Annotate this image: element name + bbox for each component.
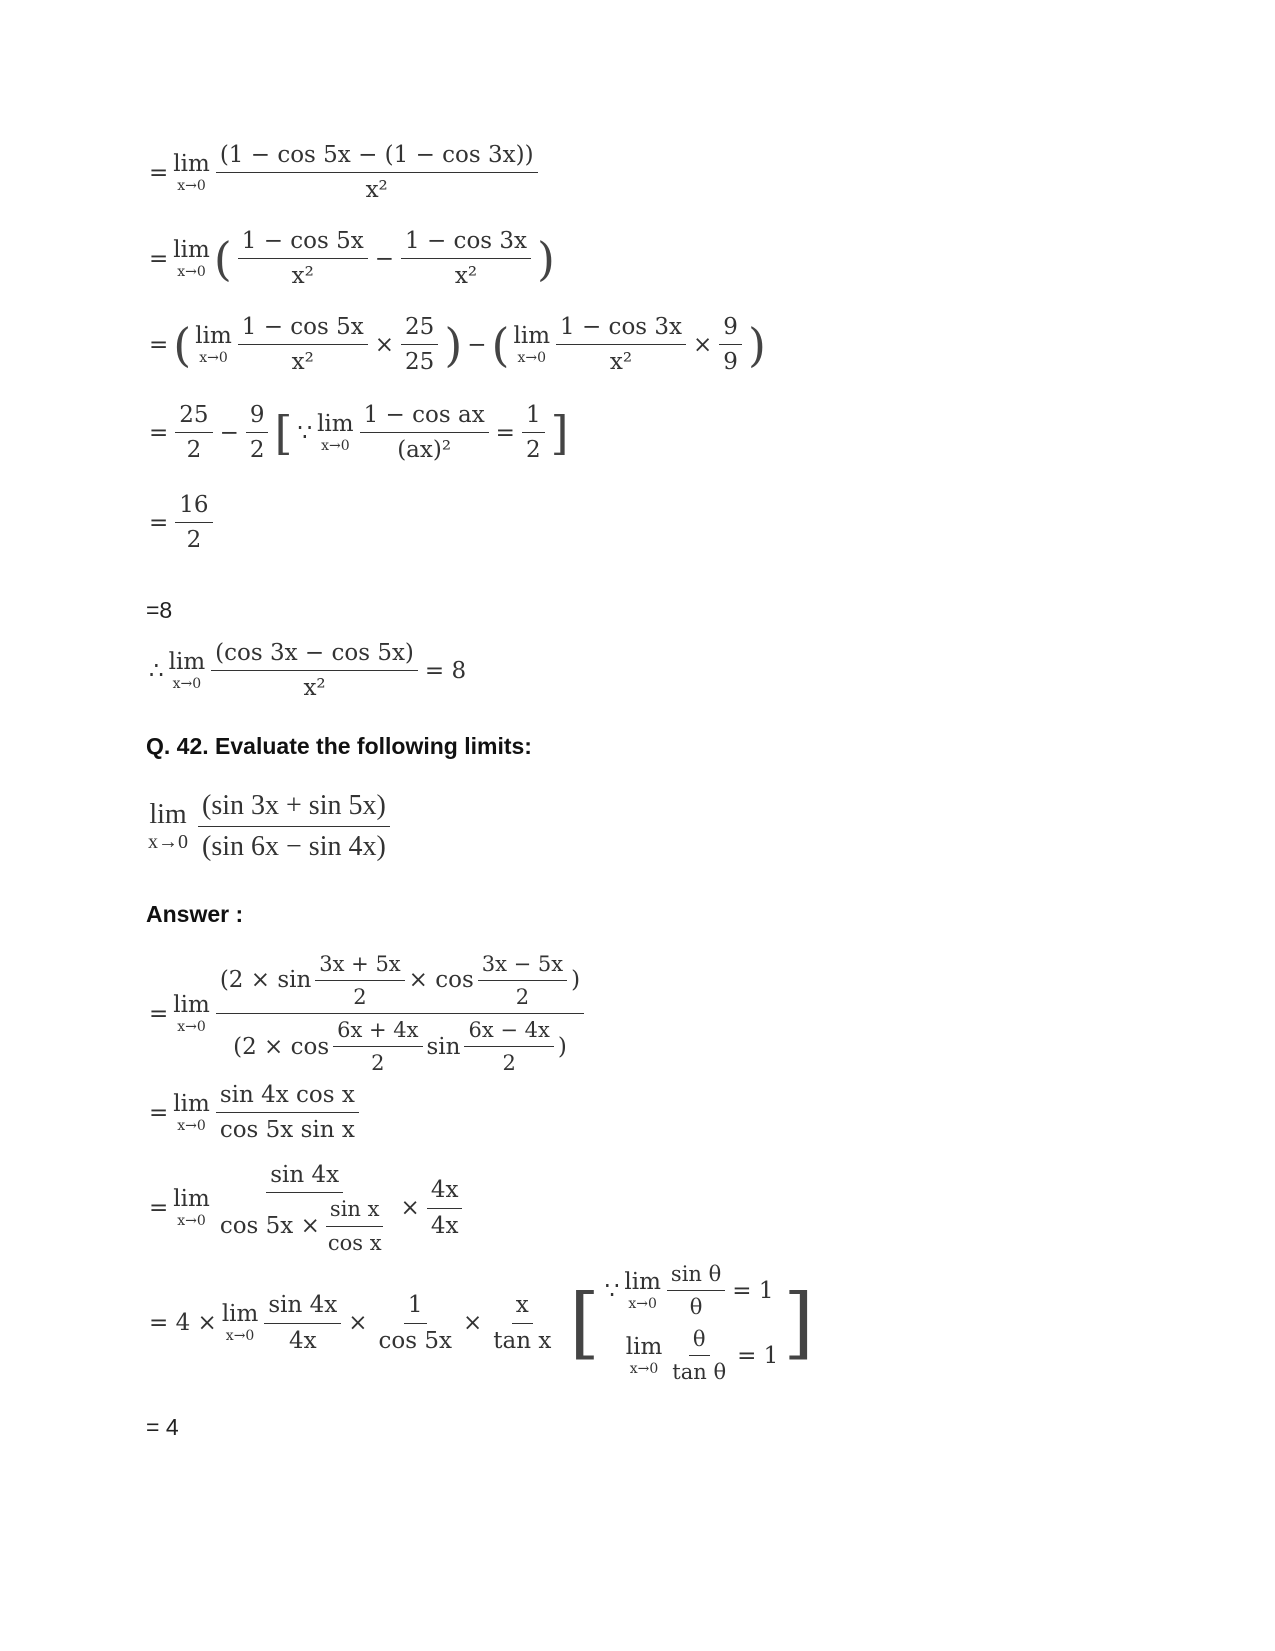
limit-operator: lim x→0 xyxy=(317,410,354,454)
fraction: $\frac{4x}{4x}$ xyxy=(427,1177,463,1239)
fraction: $\frac{\sin 4x}{4x}$ xyxy=(264,1292,341,1354)
limit-operator: lim x→0 xyxy=(195,322,232,366)
answer-label: Answer : xyxy=(146,901,244,927)
limit-operator: lim x→0 xyxy=(173,150,210,194)
step-7: ∴ lim x→0 $\frac{(\cos 3x - \cos 5x)}{\text{x²}}$ = 8 xyxy=(146,640,469,702)
fraction: sin 4x cos 5x × $\frac{\text{sin x}}{\text{cos x}}$ xyxy=(219,1162,382,1255)
limit-operator: lim x→0 xyxy=(221,1301,259,1345)
rule-box: ∵ lim x→0 $\frac{\text{sin θ}}{\theta}$ = 1 lim x→0 $\frac{\theta}{\text{tan θ}}$ = 1 xyxy=(602,1262,782,1385)
step-3: = ( lim x→0 $\frac{1 - \cos 5x}{\text{x²}}$ × $\frac{25}{25}$ ) − ( lim x→0 $\frac{1 - \cos 3x}{\text{x²}}$ × $\frac{9}{9}$ ) xyxy=(149,314,766,376)
fraction: $\frac{1 - \cos 5x}{\text{x²}}$ xyxy=(238,314,368,376)
fraction: $\frac{(\cos 3x - \cos 5x)}{\text{x²}}$ xyxy=(211,640,418,702)
limit-operator: lim x→0 xyxy=(168,648,206,692)
question-expression xyxy=(146,790,394,863)
fraction: $\frac{x}{\text{tan x}}$ xyxy=(493,1292,552,1354)
fraction: $\frac{25}{25}$ xyxy=(401,314,438,376)
answer-step-1: = lim x→0 (2 × sin $\frac{3x + 5x}{2}$ × cos $\frac{3x - 5x}{2}$ ) (2 × cos $\frac{6x + 4x}{2}$ sin $\frac{6x - 4x}{2}$ ) xyxy=(146,952,588,1076)
fraction: $\frac{25}{2}$ xyxy=(175,402,212,464)
step-1 xyxy=(146,142,542,204)
because-symbol: ∵ xyxy=(604,1277,620,1304)
fraction: $\frac{1 - \cos 3x}{\text{x²}}$ xyxy=(401,228,531,290)
fraction: $\frac{(\sin 3x + \sin 5x)}{(\sin 6x - \sin 4x)}$ xyxy=(198,790,390,863)
fraction: $\frac{9}{9}$ xyxy=(719,314,742,376)
limit-operator: lim x→0 xyxy=(173,991,210,1035)
step-4: = $\frac{25}{2}$ − $\frac{9}{2}$ [ ∵ lim x→0 $\frac{\text{1 − cos ax}}{\text{(ax)²}}$ = $\frac{1}{2}$ ] xyxy=(149,402,569,464)
answer-step-5: = 4 xyxy=(146,1414,179,1440)
fraction: $\frac{1}{\cos 5x}$ xyxy=(378,1292,452,1354)
fraction: $\frac{1 - \cos 3x}{\text{x²}}$ xyxy=(556,314,686,376)
limit-operator: lim x→0 xyxy=(148,799,188,854)
equals-sign: = xyxy=(149,159,169,186)
fraction: $\frac{9}{2}$ xyxy=(246,402,269,464)
fraction: $\frac{1 - \cos 5x}{\text{x²}}$ xyxy=(238,228,368,290)
answer-step-2: = lim x→0 $\frac{\text{sin 4x cos x}}{\text{cos 5x sin x}}$ xyxy=(146,1082,363,1144)
fraction: $\frac{\text{1 − cos ax}}{\text{(ax)²}}$ xyxy=(360,402,489,464)
fraction: $\frac{(1 - \cos 5x - (1 - \cos 3x))}{\text{x²}}$ xyxy=(216,142,538,204)
limit-operator: lim x→0 xyxy=(173,236,210,280)
therefore-symbol: ∴ xyxy=(149,657,164,684)
answer-step-4: = 4 × lim x→0 $\frac{\sin 4x}{4x}$ × $\frac{1}{\cos 5x}$ × $\frac{x}{\text{tan x}}$ [ ∵ lim x→0 $\frac{\text{sin θ}}{\theta}$ = 1 lim x→0 $\frac{\theta}{\text{tan θ}}$ = 1 ] xyxy=(149,1262,814,1385)
step-5: = $\frac{16}{2}$ xyxy=(146,492,217,554)
because-symbol: ∵ xyxy=(297,419,313,446)
fraction: $\frac{16}{2}$ xyxy=(175,492,212,554)
answer-step-3: = lim x→0 sin 4x cos 5x × $\frac{\text{sin x}}{\text{cos x}}$ × $\frac{4x}{4x}$ xyxy=(146,1162,466,1255)
limit-operator: lim x→0 xyxy=(173,1090,210,1134)
limit-operator: lim x→0 xyxy=(513,322,551,366)
question-heading: Q. 42. Evaluate the following limits: xyxy=(146,733,532,759)
limit-operator: lim x→0 xyxy=(173,1186,210,1230)
step-6: =8 xyxy=(146,597,173,623)
fraction: (2 × sin $\frac{3x + 5x}{2}$ × cos $\frac{3x - 5x}{2}$ ) (2 × cos $\frac{6x + 4x}{2}$ sin $\frac{6x - 4x}{2}$ ) xyxy=(216,952,584,1076)
fraction: $\frac{\text{sin 4x cos x}}{\text{cos 5x sin x}}$ xyxy=(216,1082,359,1144)
fraction: $\frac{1}{2}$ xyxy=(522,402,545,464)
step-2: = lim x→0 ( $\frac{1 - \cos 5x}{\text{x²}}$ − $\frac{1 - \cos 3x}{\text{x²}}$ ) xyxy=(149,228,555,290)
